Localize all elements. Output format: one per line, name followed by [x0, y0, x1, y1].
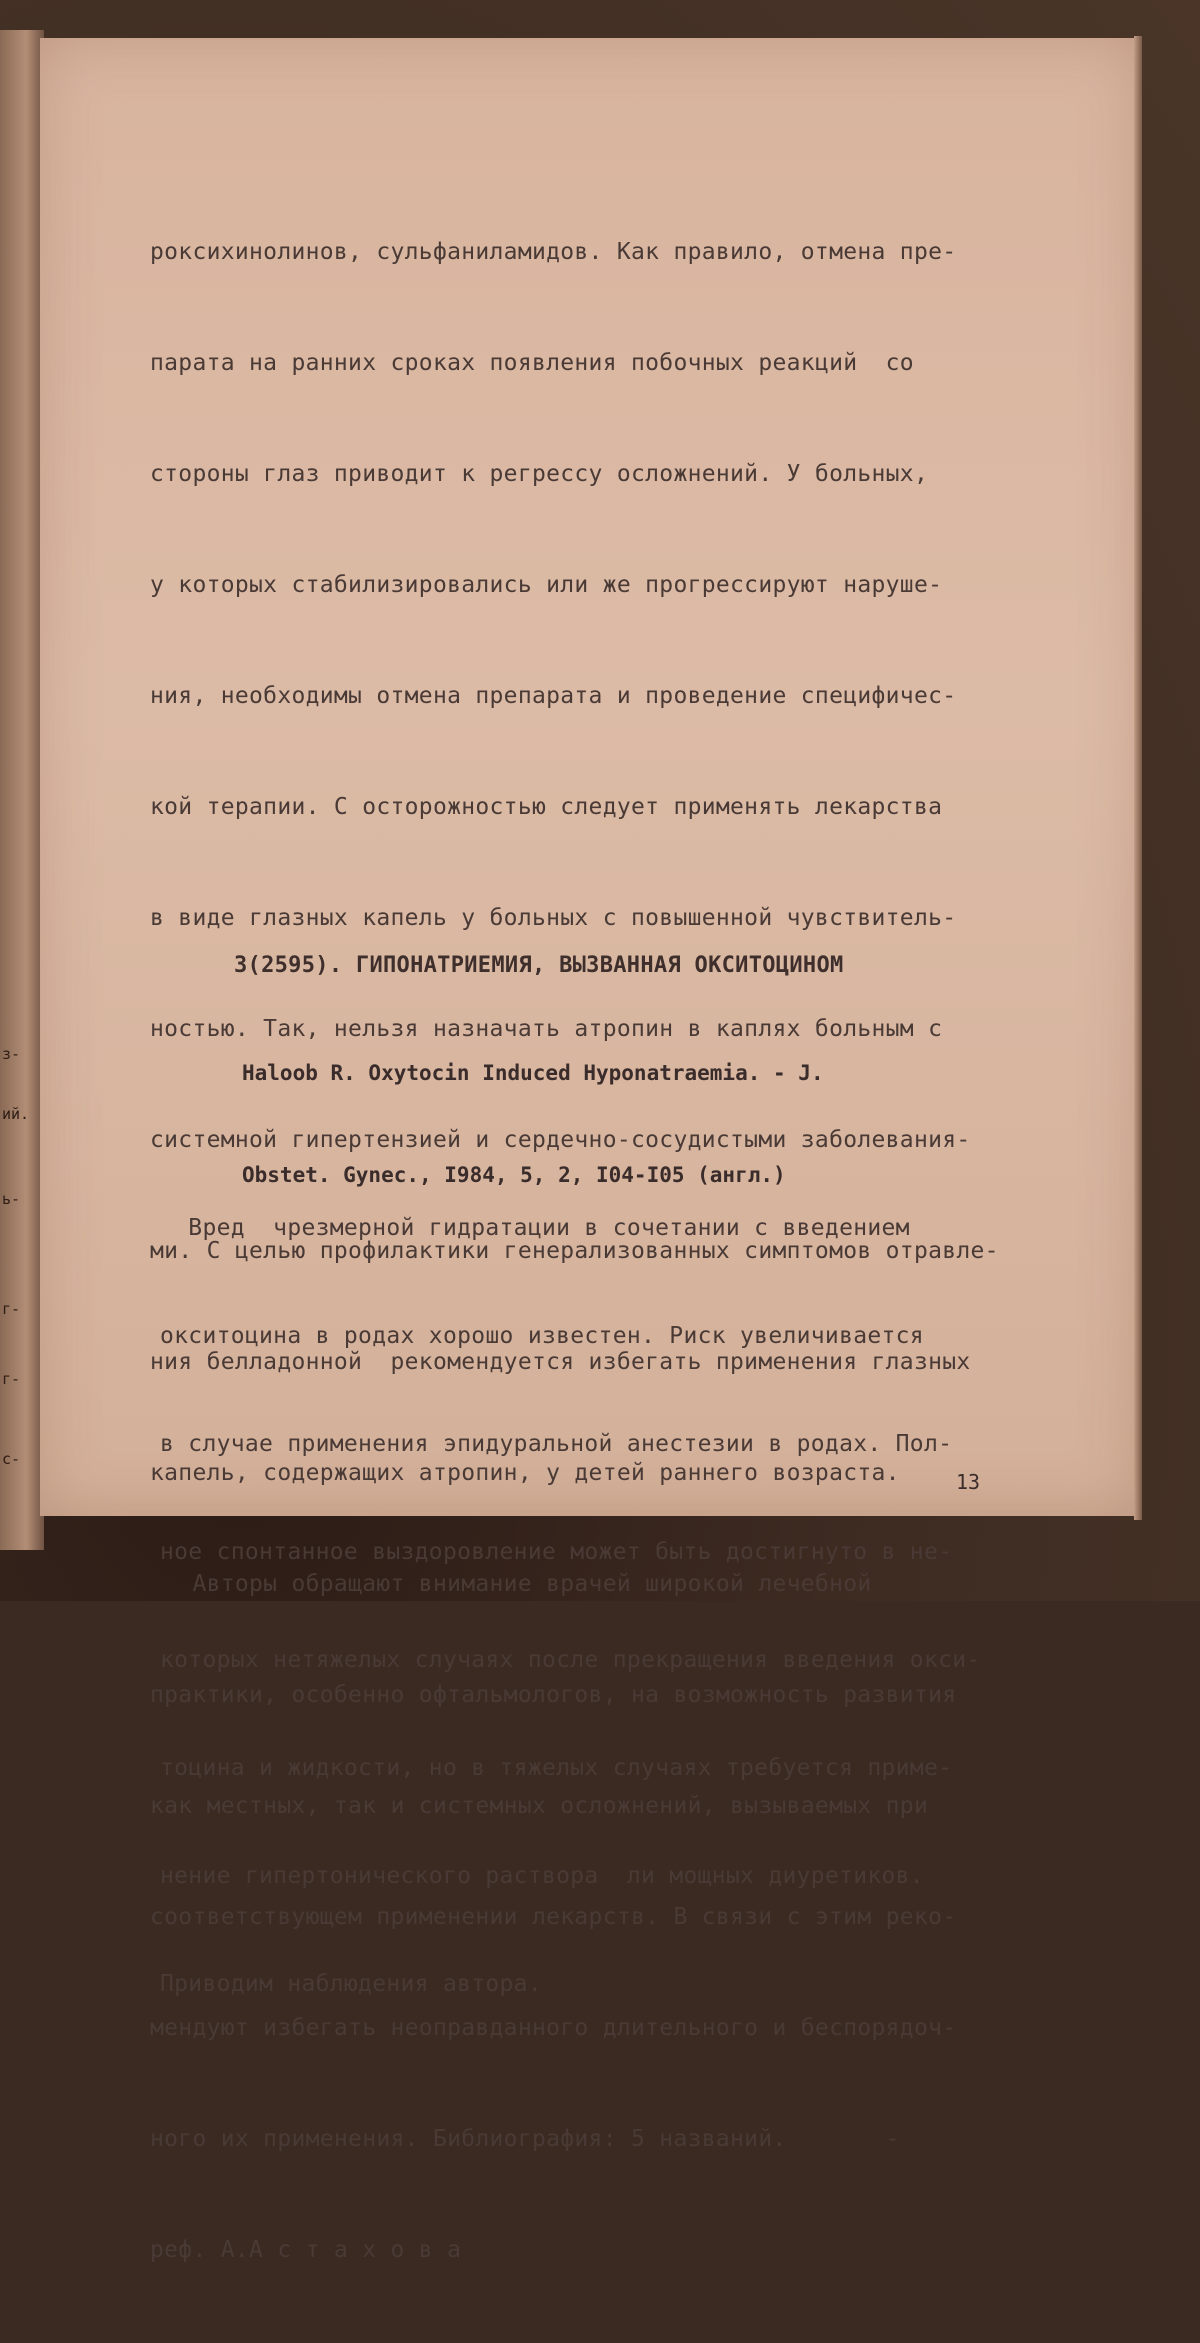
text-line: мендуют избегать неоправданного длительного и беспорядоч-	[150, 2015, 957, 2041]
abstract-paragraph	[160, 1138, 1060, 2074]
page-number: 13	[956, 1470, 981, 1494]
text-line: окситоцина в родах хорошо известен. Риск увеличивается	[160, 1323, 924, 1349]
reviewer-signature: реф. А.А с т а х о в а	[150, 2237, 462, 2263]
prev-page-fragment: г-	[2, 1370, 21, 1388]
text-line: Вред чрезмерной гидратации в сочетании с введением	[160, 1215, 910, 1241]
text-line: ностью. Так, нельзя назначать атропин в каплях больным с	[150, 1016, 943, 1042]
article-heading: 3(2595). ГИПОНАТРИЕМИЯ, ВЫЗВАННАЯ ОКСИТОЦИНОМ	[234, 953, 844, 978]
text-line: в виде глазных капель у больных с повышенной чувствитель-	[150, 905, 957, 931]
text-line: практики, особенно офтальмологов, на возможность развития	[150, 1682, 957, 1708]
text-line: ми. С целью профилактики генерализованных симптомов отравле-	[150, 1238, 999, 1264]
previous-page-edge	[0, 30, 44, 1550]
text-line: ния, необходимы отмена препарата и проведение специфичес-	[150, 683, 957, 709]
prev-page-fragment: ь-	[2, 1190, 21, 1208]
citation-line: Obstet. Gynec., I984, 5, 2, I04-I05 (англ.)	[242, 1163, 786, 1187]
text-line: которых нетяжелых случаях после прекращения введения окси-	[160, 1647, 981, 1673]
text-line: ного их применения. Библиография: 5 названий. -	[150, 2126, 900, 2152]
text-line: соответствующем применении лекарств. В связи с этим реко-	[150, 1904, 957, 1930]
text-line: ния белладонной рекомендуется избегать применения глазных	[150, 1349, 971, 1375]
prev-page-fragment: з-	[2, 1045, 21, 1063]
text-line: ное спонтанное выздоровление может быть достигнуто в не-	[160, 1539, 953, 1565]
prev-page-fragment: ий.	[2, 1105, 30, 1123]
text-line: капель, содержащих атропин, у детей раннего возраста.	[150, 1460, 900, 1486]
prev-page-fragment: г-	[2, 1300, 21, 1318]
citation-line: Haloob R. Oxytocin Induced Hyponatraemia. - J.	[242, 1061, 824, 1085]
text-line: как местных, так и системных осложнений, вызываемых при	[150, 1793, 929, 1819]
text-line: в случае применения эпидуральной анестезии в родах. Пол-	[160, 1431, 953, 1457]
text-line: стороны глаз приводит к регрессу осложнений. У больных,	[150, 461, 929, 487]
text-line: Авторы обращают внимание врачей широкой лечебной	[150, 1571, 872, 1597]
text-line: системной гипертензией и сердечно-сосудистыми заболевания-	[150, 1127, 971, 1153]
text-line: нение гипертонического раствора ли мощных диуретиков.	[160, 1863, 924, 1889]
prev-page-fragment: с-	[2, 1450, 21, 1468]
text-line: роксихинолинов, сульфаниламидов. Как правило, отмена пре-	[150, 239, 957, 265]
page-edge	[1134, 36, 1142, 1520]
text-line: Приводим наблюдения автора.	[160, 1971, 542, 1997]
text-line: у которых стабилизировались или же прогрессируют наруше-	[150, 572, 943, 598]
text-line: кой терапии. С осторожностью следует применять лекарства	[150, 794, 943, 820]
text-line: тоцина и жидкости, но в тяжелых случаях требуется приме-	[160, 1755, 953, 1781]
text-line: парата на ранних сроках появления побочных реакций со	[150, 350, 914, 376]
